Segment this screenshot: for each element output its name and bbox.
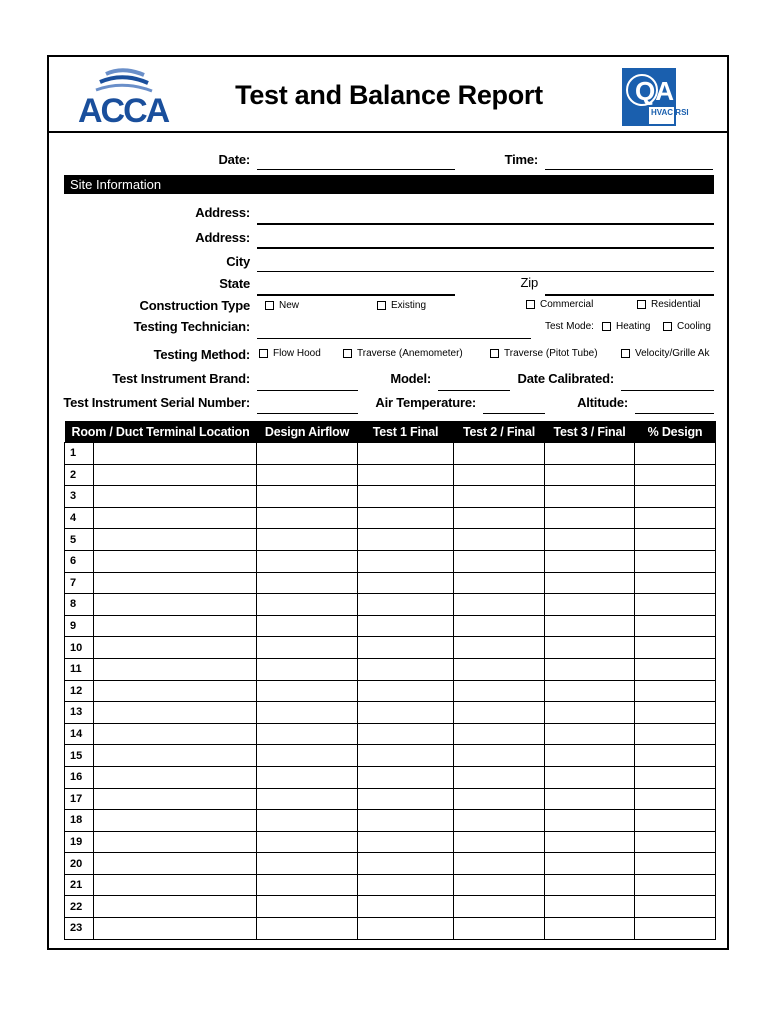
location-cell[interactable]: [94, 831, 257, 853]
design-airflow-cell[interactable]: [257, 572, 358, 594]
test1-cell[interactable]: [358, 745, 454, 767]
location-cell[interactable]: [94, 637, 257, 659]
test-mode-heating[interactable]: Heating: [602, 321, 650, 332]
test3-cell[interactable]: [545, 723, 635, 745]
test2-cell[interactable]: [454, 464, 545, 486]
row-number: 7: [65, 572, 94, 594]
test1-cell[interactable]: [358, 550, 454, 572]
logo-wave-2: [100, 77, 148, 83]
row-number: 8: [65, 594, 94, 616]
table-row: [65, 680, 716, 702]
percent-design-cell[interactable]: [635, 680, 716, 702]
location-cell[interactable]: [94, 464, 257, 486]
test2-cell[interactable]: [454, 918, 545, 940]
test3-cell[interactable]: [545, 572, 635, 594]
row-number: 5: [65, 529, 94, 551]
design-airflow-cell[interactable]: [257, 637, 358, 659]
instrument-brand-label: Test Instrument Brand:: [112, 371, 250, 386]
location-cell[interactable]: [94, 918, 257, 940]
table-row: [65, 788, 716, 810]
test3-cell[interactable]: [545, 529, 635, 551]
construction-option-residential[interactable]: Residential: [637, 299, 700, 310]
test3-cell[interactable]: [545, 766, 635, 788]
test1-cell[interactable]: [358, 680, 454, 702]
row-number: 3: [65, 486, 94, 508]
method-flow-hood[interactable]: Flow Hood: [259, 348, 321, 359]
design-airflow-cell[interactable]: [257, 464, 358, 486]
percent-design-cell[interactable]: [635, 874, 716, 896]
design-airflow-cell[interactable]: [257, 896, 358, 918]
test2-cell[interactable]: [454, 853, 545, 875]
percent-design-cell[interactable]: [635, 745, 716, 767]
percent-design-cell[interactable]: [635, 702, 716, 724]
table-row: [65, 723, 716, 745]
design-airflow-cell[interactable]: [257, 507, 358, 529]
test1-cell[interactable]: [358, 637, 454, 659]
logo-letters: QA: [635, 76, 674, 106]
method-traverse-pitot[interactable]: Traverse (Pitot Tube): [490, 348, 598, 359]
site-information-header: Site Information: [64, 175, 714, 194]
checkbox[interactable]: [637, 300, 646, 309]
test3-cell[interactable]: [545, 810, 635, 832]
location-cell[interactable]: [94, 615, 257, 637]
checkbox[interactable]: [377, 301, 386, 310]
row-number: 10: [65, 637, 94, 659]
checkbox[interactable]: [663, 322, 672, 331]
row-number: 16: [65, 766, 94, 788]
acca-logo: [78, 66, 182, 128]
test2-cell[interactable]: [454, 529, 545, 551]
row-number: 22: [65, 896, 94, 918]
percent-design-cell[interactable]: [635, 853, 716, 875]
column-header-location: Room / Duct Terminal Location: [65, 421, 257, 443]
design-airflow-cell[interactable]: [257, 766, 358, 788]
percent-design-cell[interactable]: [635, 896, 716, 918]
test-results-table: [64, 421, 716, 940]
zip-field[interactable]: [545, 294, 714, 296]
test2-cell[interactable]: [454, 443, 545, 465]
address-field-1[interactable]: [257, 223, 714, 225]
test1-cell[interactable]: [358, 464, 454, 486]
table-row: [65, 507, 716, 529]
percent-design-cell[interactable]: [635, 766, 716, 788]
row-number: 18: [65, 810, 94, 832]
design-airflow-cell[interactable]: [257, 702, 358, 724]
row-number: 20: [65, 853, 94, 875]
test3-cell[interactable]: [545, 594, 635, 616]
altitude-field[interactable]: [635, 413, 714, 414]
test2-cell[interactable]: [454, 486, 545, 508]
row-number: 15: [65, 745, 94, 767]
air-temperature-label: Air Temperature:: [375, 395, 476, 410]
design-airflow-cell[interactable]: [257, 874, 358, 896]
location-cell[interactable]: [94, 486, 257, 508]
percent-design-cell[interactable]: [635, 550, 716, 572]
logo-subtext: HVAC RSI: [651, 108, 689, 117]
location-cell[interactable]: [94, 550, 257, 572]
table-row: [65, 529, 716, 551]
location-cell[interactable]: [94, 853, 257, 875]
design-airflow-cell[interactable]: [257, 745, 358, 767]
city-label: City: [226, 254, 250, 269]
row-number: 2: [65, 464, 94, 486]
location-cell[interactable]: [94, 572, 257, 594]
test2-cell[interactable]: [454, 572, 545, 594]
test2-cell[interactable]: [454, 810, 545, 832]
checkbox[interactable]: [259, 349, 268, 358]
table-row: [65, 443, 716, 465]
row-number: 11: [65, 658, 94, 680]
test3-cell[interactable]: [545, 853, 635, 875]
location-cell[interactable]: [94, 658, 257, 680]
design-airflow-cell[interactable]: [257, 529, 358, 551]
test2-cell[interactable]: [454, 594, 545, 616]
city-field[interactable]: [257, 271, 714, 272]
table-row: [65, 918, 716, 940]
logo-wave-3: [96, 85, 152, 91]
page-title: Test and Balance Report: [235, 80, 543, 110]
test2-cell[interactable]: [454, 507, 545, 529]
design-airflow-cell[interactable]: [257, 810, 358, 832]
table-body: [65, 443, 716, 940]
address-label-2: Address:: [195, 230, 250, 245]
row-number: 9: [65, 615, 94, 637]
checkbox[interactable]: [490, 349, 499, 358]
test1-cell[interactable]: [358, 874, 454, 896]
table-row: [65, 637, 716, 659]
testing-technician-label: Testing Technician:: [133, 319, 250, 334]
time-field[interactable]: [545, 169, 713, 170]
testing-technician-field[interactable]: [257, 338, 531, 339]
table-row: [65, 896, 716, 918]
test1-cell[interactable]: [358, 443, 454, 465]
test1-cell[interactable]: [358, 594, 454, 616]
percent-design-cell[interactable]: [635, 810, 716, 832]
test1-cell[interactable]: [358, 788, 454, 810]
test2-cell[interactable]: [454, 745, 545, 767]
test-mode-label: Test Mode:: [545, 321, 594, 332]
design-airflow-cell[interactable]: [257, 443, 358, 465]
test3-cell[interactable]: [545, 507, 635, 529]
state-label: State: [219, 276, 250, 291]
table-row: [65, 594, 716, 616]
location-cell[interactable]: [94, 788, 257, 810]
test2-cell[interactable]: [454, 637, 545, 659]
table-row: [65, 874, 716, 896]
table-row: [65, 464, 716, 486]
method-traverse-anemometer[interactable]: Traverse (Anemometer): [343, 348, 463, 359]
location-cell[interactable]: [94, 507, 257, 529]
test1-cell[interactable]: [358, 572, 454, 594]
construction-type-label: Construction Type: [139, 298, 250, 313]
table-row: [65, 658, 716, 680]
checkbox[interactable]: [526, 300, 535, 309]
row-number: 4: [65, 507, 94, 529]
test1-cell[interactable]: [358, 507, 454, 529]
table-row: [65, 745, 716, 767]
test1-cell[interactable]: [358, 766, 454, 788]
test1-cell[interactable]: [358, 896, 454, 918]
test2-cell[interactable]: [454, 766, 545, 788]
altitude-label: Altitude:: [577, 395, 628, 410]
column-header-design-airflow: Design Airflow: [257, 421, 358, 443]
design-airflow-cell[interactable]: [257, 486, 358, 508]
test3-cell[interactable]: [545, 918, 635, 940]
row-number: 14: [65, 723, 94, 745]
test3-cell[interactable]: [545, 896, 635, 918]
checkbox[interactable]: [602, 322, 611, 331]
instrument-brand-field[interactable]: [257, 390, 358, 391]
table-row: [65, 810, 716, 832]
testing-method-label: Testing Method:: [153, 347, 250, 362]
test1-cell[interactable]: [358, 486, 454, 508]
construction-option-new[interactable]: New: [265, 300, 299, 311]
zip-label: Zip: [520, 275, 538, 290]
test2-cell[interactable]: [454, 788, 545, 810]
row-number: 13: [65, 702, 94, 724]
column-header-percent-design: % Design: [635, 421, 716, 443]
table-row: [65, 572, 716, 594]
percent-design-cell[interactable]: [635, 831, 716, 853]
test2-cell[interactable]: [454, 723, 545, 745]
percent-design-cell[interactable]: [635, 529, 716, 551]
date-field[interactable]: [257, 169, 455, 170]
percent-design-cell[interactable]: [635, 572, 716, 594]
hvac-qa-logo: [622, 68, 689, 126]
column-header-test2: Test 2 / Final: [454, 421, 545, 443]
design-airflow-cell[interactable]: [257, 550, 358, 572]
table-row: [65, 550, 716, 572]
test3-cell[interactable]: [545, 637, 635, 659]
location-cell[interactable]: [94, 702, 257, 724]
test3-cell[interactable]: [545, 615, 635, 637]
test3-cell[interactable]: [545, 486, 635, 508]
location-cell[interactable]: [94, 874, 257, 896]
test3-cell[interactable]: [545, 658, 635, 680]
row-number: 23: [65, 918, 94, 940]
table-row: [65, 853, 716, 875]
test1-cell[interactable]: [358, 658, 454, 680]
percent-design-cell[interactable]: [635, 637, 716, 659]
table-row: [65, 702, 716, 724]
test2-cell[interactable]: [454, 831, 545, 853]
header-separator: [47, 131, 729, 133]
serial-number-label: Test Instrument Serial Number:: [63, 395, 250, 410]
test3-cell[interactable]: [545, 464, 635, 486]
construction-option-commercial[interactable]: Commercial: [526, 299, 593, 310]
state-field[interactable]: [257, 294, 455, 296]
test1-cell[interactable]: [358, 853, 454, 875]
test1-cell[interactable]: [358, 810, 454, 832]
column-header-test3: Test 3 / Final: [545, 421, 635, 443]
date-calibrated-label: Date Calibrated:: [517, 371, 614, 386]
time-label: Time:: [504, 152, 538, 167]
test2-cell[interactable]: [454, 615, 545, 637]
logo-wave-1: [106, 70, 144, 75]
date-label: Date:: [218, 152, 250, 167]
test2-cell[interactable]: [454, 874, 545, 896]
location-cell[interactable]: [94, 810, 257, 832]
design-airflow-cell[interactable]: [257, 853, 358, 875]
checkbox[interactable]: [343, 349, 352, 358]
test3-cell[interactable]: [545, 443, 635, 465]
row-number: 19: [65, 831, 94, 853]
test3-cell[interactable]: [545, 745, 635, 767]
test1-cell[interactable]: [358, 723, 454, 745]
percent-design-cell[interactable]: [635, 615, 716, 637]
location-cell[interactable]: [94, 896, 257, 918]
percent-design-cell[interactable]: [635, 486, 716, 508]
location-cell[interactable]: [94, 443, 257, 465]
row-number: 17: [65, 788, 94, 810]
model-label: Model:: [390, 371, 431, 386]
test2-cell[interactable]: [454, 550, 545, 572]
air-temperature-field[interactable]: [483, 413, 545, 414]
test3-cell[interactable]: [545, 702, 635, 724]
checkbox[interactable]: [265, 301, 274, 310]
test2-cell[interactable]: [454, 702, 545, 724]
location-cell[interactable]: [94, 723, 257, 745]
design-airflow-cell[interactable]: [257, 658, 358, 680]
test2-cell[interactable]: [454, 680, 545, 702]
row-number: 21: [65, 874, 94, 896]
percent-design-cell[interactable]: [635, 594, 716, 616]
location-cell[interactable]: [94, 766, 257, 788]
design-airflow-cell[interactable]: [257, 918, 358, 940]
percent-design-cell[interactable]: [635, 658, 716, 680]
test2-cell[interactable]: [454, 658, 545, 680]
test1-cell[interactable]: [358, 529, 454, 551]
table-row: [65, 486, 716, 508]
test3-cell[interactable]: [545, 680, 635, 702]
location-cell[interactable]: [94, 529, 257, 551]
test1-cell[interactable]: [358, 702, 454, 724]
column-header-test1: Test 1 Final: [358, 421, 454, 443]
table-header-row: [65, 421, 716, 443]
percent-design-cell[interactable]: [635, 918, 716, 940]
test1-cell[interactable]: [358, 831, 454, 853]
logo-text: ACCA: [78, 92, 169, 130]
test2-cell[interactable]: [454, 896, 545, 918]
percent-design-cell[interactable]: [635, 723, 716, 745]
test1-cell[interactable]: [358, 615, 454, 637]
design-airflow-cell[interactable]: [257, 788, 358, 810]
row-number: 12: [65, 680, 94, 702]
model-field[interactable]: [438, 390, 510, 391]
design-airflow-cell[interactable]: [257, 594, 358, 616]
construction-option-existing[interactable]: Existing: [377, 300, 426, 311]
location-cell[interactable]: [94, 594, 257, 616]
percent-design-cell[interactable]: [635, 788, 716, 810]
design-airflow-cell[interactable]: [257, 723, 358, 745]
test-mode-cooling[interactable]: Cooling: [663, 321, 711, 332]
design-airflow-cell[interactable]: [257, 615, 358, 637]
test3-cell[interactable]: [545, 788, 635, 810]
location-cell[interactable]: [94, 745, 257, 767]
test1-cell[interactable]: [358, 918, 454, 940]
table-row: [65, 615, 716, 637]
design-airflow-cell[interactable]: [257, 831, 358, 853]
test3-cell[interactable]: [545, 550, 635, 572]
address-label-1: Address:: [195, 205, 250, 220]
date-calibrated-field[interactable]: [621, 390, 714, 391]
location-cell[interactable]: [94, 680, 257, 702]
percent-design-cell[interactable]: [635, 507, 716, 529]
checkbox[interactable]: [621, 349, 630, 358]
table-row: [65, 831, 716, 853]
row-number: 1: [65, 443, 94, 465]
percent-design-cell[interactable]: [635, 443, 716, 465]
test3-cell[interactable]: [545, 874, 635, 896]
percent-design-cell[interactable]: [635, 464, 716, 486]
serial-number-field[interactable]: [257, 413, 358, 414]
address-field-2[interactable]: [257, 247, 714, 249]
row-number: 6: [65, 550, 94, 572]
table-row: [65, 766, 716, 788]
test3-cell[interactable]: [545, 831, 635, 853]
method-velocity-grille[interactable]: Velocity/Grille Ak: [621, 348, 715, 359]
design-airflow-cell[interactable]: [257, 680, 358, 702]
